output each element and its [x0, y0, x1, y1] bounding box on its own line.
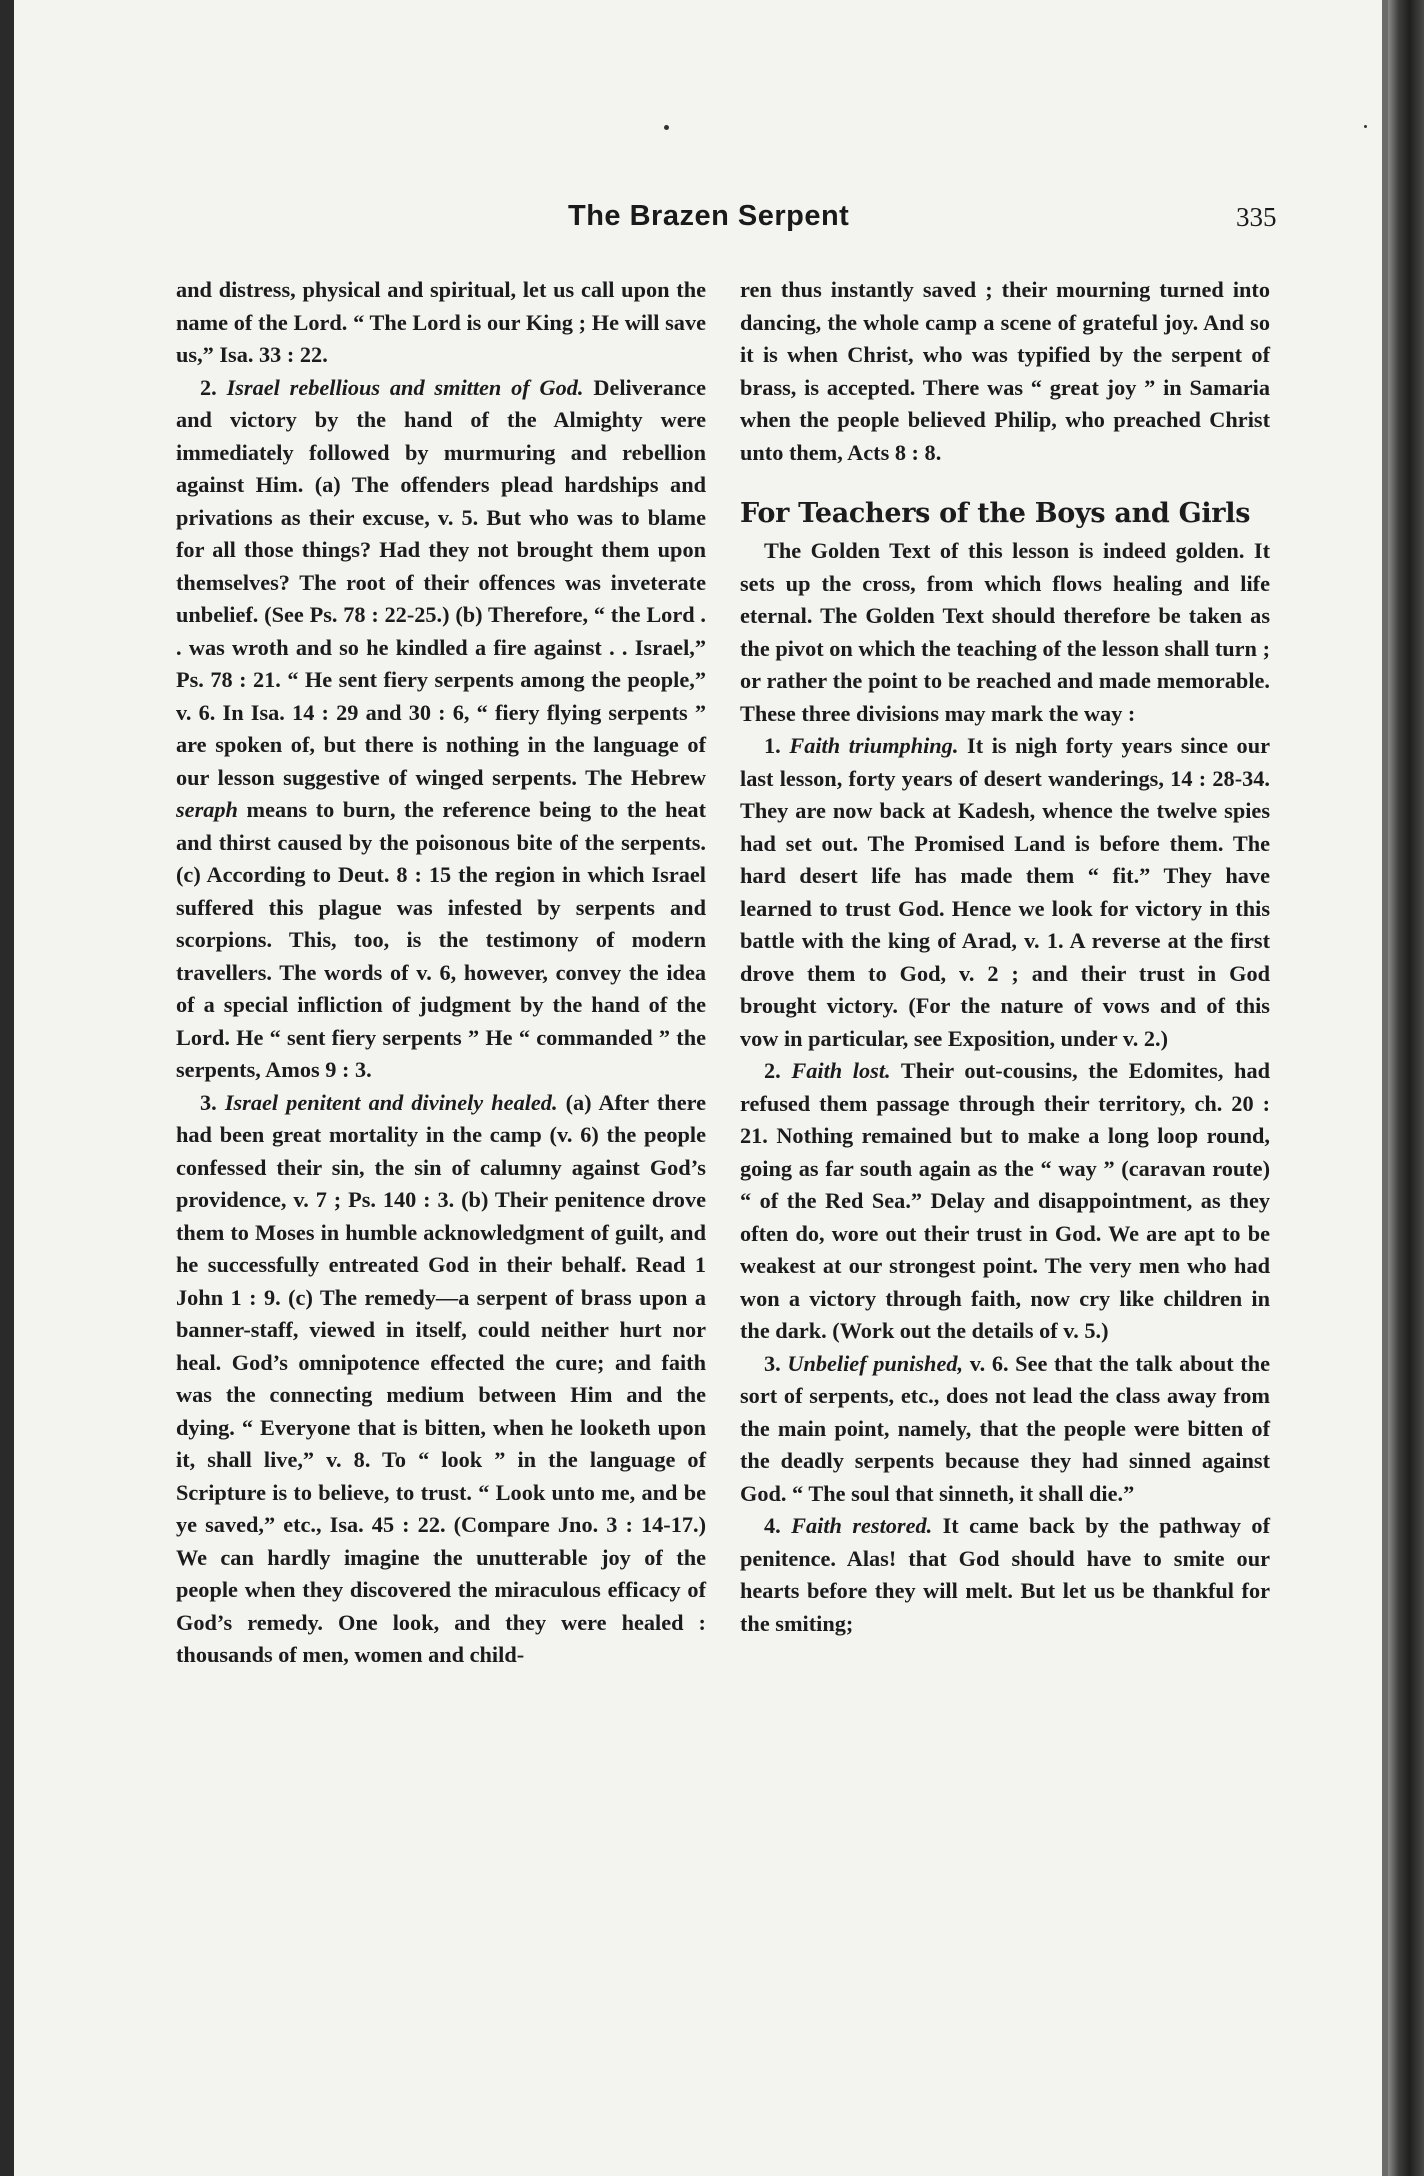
paragraph-continuation: ren thus instantly saved ; their mourning turned into dancing, the whole camp a scene of grateful joy. And so it is when Christ, who was typified by the serpent of brass, is accepted. There was “ great joy ” in Samaria when the people believed Philip, who preached Christ unto them, Acts 8 : 8. [740, 277, 1270, 465]
point-title: Faith triumphing. [789, 733, 959, 758]
book-binding [1388, 0, 1424, 2176]
section-heading: For Teachers of the Boys and Girls [740, 498, 1251, 529]
paragraph-point-2: 2. Faith lost. Their out-cousins, the Edomites, had refused them passage through their territory, ch. 20 : 21. Nothing remained but to make a long loop round, going as far south again as the “ way ” (caravan route) “ of the Red Sea.” Delay and disappointment, as they often do, wore out their trust in God. We are apt to be weakest at our strongest point. The very men who had won a victory through faith, now cry like children in the dark. (Work out the details of v. 5.) [740, 1058, 1270, 1343]
paragraph-point-3: 3. Unbelief punished, v. 6. See that the talk about the sort of serpents, etc., does not lead the class away from the main point, namely, that the people were bitten of the deadly serpents because they had sinned against God. “ The soul that sinneth, it shall die.” [740, 1350, 1270, 1506]
point-title: Israel rebellious and smitten of God. [226, 374, 584, 400]
right-column [740, 274, 1270, 1640]
hebrew-word: seraph [176, 797, 238, 822]
scan-speck [664, 125, 669, 130]
paragraph-intro: The Golden Text of this lesson is indeed golden. It sets up the cross, from which flows healing and life eternal. The Golden Text should therefore be taken as the pivot on which the teaching of the lesson shall turn ; or rather the point to be reached and made memorable. These three divisions may mark the way : [740, 538, 1270, 726]
paragraph-point-4: 4. Faith restored. It came back by the pathway of penitence. Alas! that God should have to smite our hearts before they will melt. But let us be thankful for the smiting; [740, 1513, 1270, 1636]
point-title: Faith lost. [791, 1058, 891, 1083]
point-title: Faith restored. [791, 1513, 933, 1538]
scan-speck [1364, 125, 1367, 128]
paragraph-point-3: 3. Israel penitent and divinely healed. (a) After there had been great mortality in the camp (v. 6) the people confessed their sin, the sin of calumny against God’s providence, v. 7 ; Ps. 140 : 3. (b) Their penitence drove them to Moses in humble acknowledgment of guilt, and he successfully entreated God in their behalf. Read 1 John 1 : 9. (c) The remedy—a serpent of brass upon a banner-staff, viewed in itself, could neither hurt nor heal. God’s omnipotence effected the cure; and faith was the connecting medium between Him and the dying. “ Everyone that is bitten, when he looketh upon it, shall live,” v. 8. To “ look ” in the language of Scripture is to believe, to trust. “ Look unto me, and be ye saved,” etc., Isa. 45 : 22. (Compare Jno. 3 : 14-17.) We can hardly imagine the unutterable joy of the people when they discovered the miraculous efficacy of God’s remedy. One look, and they were healed : thousands of men, women and child- [176, 1089, 706, 1667]
paragraph-opening: and distress, physical and spiritual, let us call upon the name of the Lord. “ The Lord is our King ; He will save us,” Isa. 33 : 22. [176, 277, 706, 367]
running-head: The Brazen Serpent [568, 200, 850, 232]
left-column [176, 274, 706, 1672]
page-number: 335 [1236, 202, 1277, 232]
point-title: Israel penitent and divinely healed. [224, 1089, 558, 1115]
scan-border-left [0, 0, 14, 2176]
paragraph-point-2: 2. Israel rebellious and smitten of God. Deliverance and victory by the hand of the Almighty were immediately followed by murmuring and rebellion against Him. (a) The offenders plead hardships and privations as their excuse, v. 5. But who was to blame for all those things? Had they not brought them upon themselves? The root of their offences was inveterate unbelief. (See Ps. 78 : 22-25.) (b) Therefore, “ the Lord . . was wroth and so he kindled a fire against . . Israel,” Ps. 78 : 21. “ He sent fiery serpents among the people,” v. 6. In Isa. 14 : 29 and 30 : 6, “ fiery flying serpents ” are spoken of, but there is nothing in the language of our lesson suggestive of winged serpents. The Hebrew seraph means to burn, the reference being to the heat and thirst caused by the poisonous bite of the serpents. (c) According to Deut. 8 : 15 the region in which Israel suffered this plague was infested by serpents and scorpions. This, too, is the testimony of modern travellers. The words of v. 6, however, convey the idea of a special infliction of judgment by the hand of the Lord. He “ sent fiery serpents ” He “ commanded ” the serpents, Amos 9 : 3. [176, 374, 707, 1082]
point-title: Unbelief punished, [787, 1350, 964, 1376]
paragraph-point-1: 1. Faith triumphing. It is nigh forty years since our last lesson, forty years of desert wanderings, 14 : 28-34. They are now back at Kadesh, whence the twelve spies had set out. The Promised Land is before them. The hard desert life has made them “ fit.” They have learned to trust God. Hence we look for victory in this battle with the king of Arad, v. 1. A reverse at the first drove them to God, v. 2 ; and their trust in God brought victory. (For the nature of vows and of this vow in particular, see Exposition, under v. 2.) [740, 733, 1271, 1051]
book-page [14, 0, 1388, 2176]
